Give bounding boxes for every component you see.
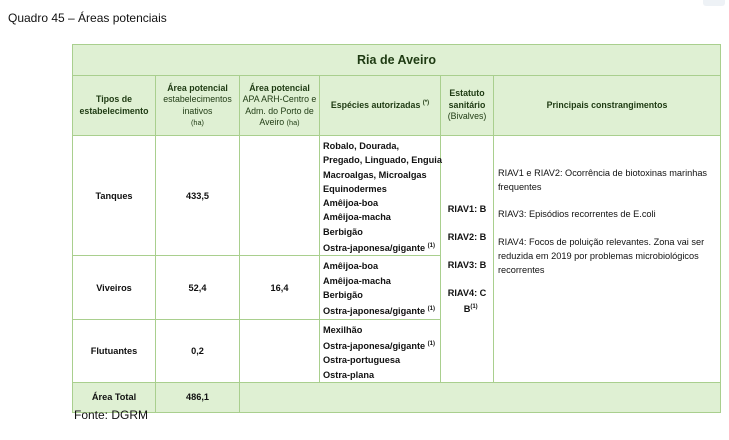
status-riav3: RIAV3: B: [447, 259, 487, 270]
header-especies: Espécies autorizadas (*): [320, 76, 441, 136]
constraint-2: RIAV3: Episódios recorrentes de E.coli: [498, 209, 656, 220]
constraint-3: RIAV4: Focos de poluição relevantes. Zona vai ser reduzida em 2019 por problemas microbiológicos recorrentes: [498, 236, 705, 276]
header-constrangimentos: Principais constrangimentos: [494, 76, 721, 136]
row-species: Mexilhão Ostra-japonesa/gigante $^{(1)}$ Ostra-portuguesa Ostra-plana: [320, 319, 441, 382]
source-note: Fonte: DGRM: [74, 408, 149, 422]
constraint-1: RIAV1 e RIAV2: Ocorrência de biotoxinas marinhas frequentes: [498, 168, 708, 193]
total-label: Área Total: [73, 382, 156, 412]
row-tipo: Flutuantes: [73, 319, 156, 382]
header-estatuto: Estatuto sanitário (Bivalves): [441, 76, 494, 136]
header-tipos: Tipos de estabelecimento: [73, 76, 156, 136]
status-riav4: RIAV4: C $B^{(1)}$: [447, 287, 487, 314]
header-area-inativos: Área potencial estabelecimentos inativos (ha): [156, 76, 240, 136]
total-empty: [240, 382, 721, 412]
row-species: Robalo, Dourada, Pregado, Linguado, Enguia Macroalgas, Microalgas Equinodermes Amêijoa-boa Amêijoa-macha Berbigão Ostra-japonesa/gigante $^{(1)}$: [320, 136, 441, 256]
row-area-apa: [240, 319, 320, 382]
table-row: [73, 136, 721, 256]
row-species: Amêijoa-boa Amêijoa-macha Berbigão Ostra-japonesa/gigante $^{(1)}$: [320, 256, 441, 319]
status-riav1: RIAV1: B: [447, 203, 487, 214]
row-area-inativos: 433,5: [156, 136, 240, 256]
row-area-inativos: 52,4: [156, 256, 240, 319]
total-row: [73, 382, 721, 412]
table-caption: Quadro 45 – Áreas potenciais: [8, 11, 167, 25]
table-title: Ria de Aveiro: [73, 45, 721, 76]
row-area-inativos: 0,2: [156, 319, 240, 382]
window-corner-tab: [703, 0, 725, 6]
status-riav2: RIAV2: B: [447, 231, 487, 242]
row-tipo: Viveiros: [73, 256, 156, 319]
status-cell: [441, 136, 494, 383]
row-area-apa: 16,4: [240, 256, 320, 319]
header-area-apa: Área potencial APA ARH-Centro e Adm. do Porto de Aveiro (ha): [240, 76, 320, 136]
row-tipo: Tanques: [73, 136, 156, 256]
areas-table: [72, 44, 721, 413]
constraints-cell: [494, 136, 721, 383]
row-area-apa: [240, 136, 320, 256]
total-value: 486,1: [156, 382, 240, 412]
